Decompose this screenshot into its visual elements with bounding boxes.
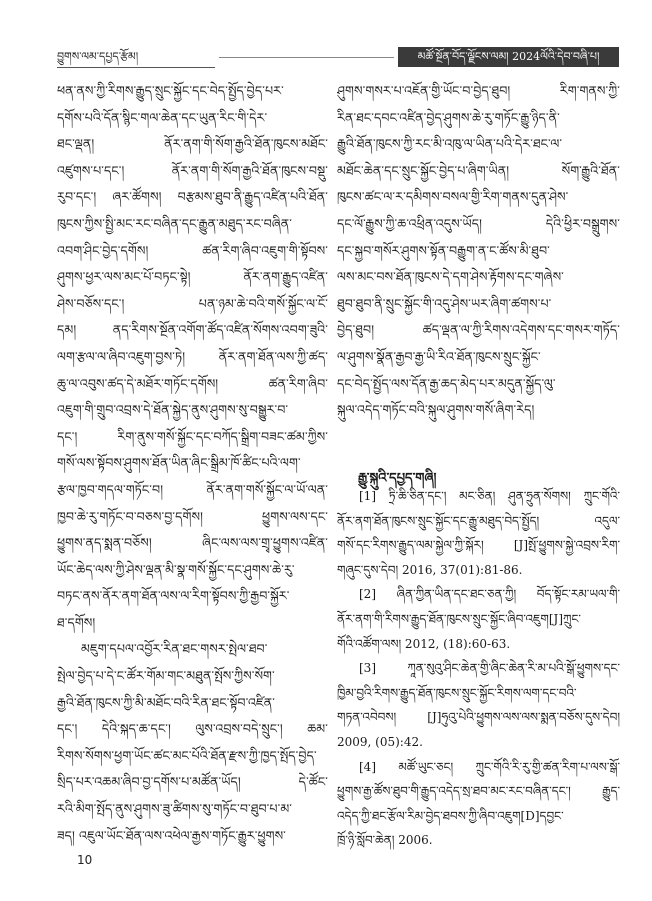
text-line: ཁྱབ་ཆེ་རུ་གཏོང་བ་བཅས་བྱ་དགོས། ཕྱུགས་ལས་དང་ [57, 508, 328, 524]
text-line: འཇུག་གི་གྲུབ་འབྲས་དེ་ཐོན་སྐྱེད་ནུས་ཤུགས་སུ་བསྒྱུར་བ་ [57, 402, 289, 418]
page-number: 10 [77, 853, 93, 867]
text-line: རྒྱའི་ཐོན་ཁུངས་ཀྱི་མི་མཐོང་བའི་རིན་ཐང་སྟོབ་འཛིན་ [57, 694, 276, 710]
header-journal-title: མཚོ་སྔོན་བོད་ལྗོངས་ལམ། 2024ལོའི་དེབ་བཞི་པ། [398, 47, 619, 67]
text-line: མཐོང་ཆེན་དང་སྲུང་སྐྱོང་བྱེད་པ་ཞིག་ཡིན། སོག་རྒྱུའི་ཐོན་ [337, 162, 620, 178]
text-line: སྤེལ་བྱེད་པ་དེ་ང་ཚོར་གོམ་གང་མཐུན་སྤོས་ཀྱིས་སོག་ [57, 668, 275, 684]
reference-line: འདེད་ཀྱི་ཐང་རྩོལ་རིམ་བྱེད་ཐབས་ཀྱི་ཞིབ་འཇུག[D]དབྱང་ [337, 808, 564, 823]
text-line: སྲིད་པར་འཆམ་ཞིབ་བྱ་དགོས་པ་མཚོན་ཡོད། དེ་ཚོང་ [57, 774, 328, 790]
text-line: མཇུག་དཔལ་འབྱོར་རིན་ཐང་གསར་སྤེལ་ཐབ་ [81, 641, 268, 657]
header-rule [219, 57, 394, 58]
text-line: དང་བེད་སྤྱོད་ལས་དོན་རྒྱ་ཆད་མེད་པར་མདུན་སྐྱོད་ལུ་ [337, 375, 556, 391]
reference-line: གསོ་དང་རིགས་རྒྱུད་ལམ་སྐྱེལ་ཀྱི་སྐོར། [J]སྤོ་ཕྱུགས་སྐྱེ་འབྲས་རིག་ [337, 538, 620, 553]
reference-line: 2009, (05):42. [337, 734, 423, 749]
reference-entry [337, 582, 620, 656]
text-line: ཐ་དགོས། [57, 614, 96, 630]
references-list [337, 484, 620, 853]
reference-line: [3] ཀཱན་སུའུ་ཤིང་ཆེན་གྱི་ཞིང་ཆེན་རི་མ་པའི་སྒོ་ཕྱུགས་དང་ [359, 661, 620, 676]
text-line: དང་སྐྱབ་གསོར་ཤུགས་སྟོན་བརྒྱུག་ན་ང་ཚོས་མི་ཐུབ་ [337, 242, 550, 258]
reference-line: [4] མཚོ་ཡུང་ཅང། ཀྲུང་གོའི་རི་རུ་གྱི་ཚན་རིག་པ་ལས་སྒོ་ [359, 759, 620, 774]
text-line: ཡོང་ཆེད་ལས་ཀྱི་ཤེས་ལྡན་མི་སྣ་གསོ་སྐྱོང་དང་ཤུགས་ཆེ་རུ་ [57, 561, 295, 577]
reference-line: [1] ཏྲི་ཆི་ཅིན་དང་། མང་ཅིན། ཤུན་ཧྲུན་སོགས། ཀྲུང་གོའི་ [359, 489, 620, 503]
text-line: འཛུགས་པ་དང་། ནོར་ནག་གི་སོག་རྒྱའི་ཐོན་ཁུངས་བསྡུ་ [57, 162, 328, 178]
text-line: ལས་མང་བས་ཐོན་ཁུངས་དེ་དག་ཤེས་རྟོགས་དང་གཞེས་ [337, 269, 564, 285]
text-line: ཕན་ནས་ཀྱི་རིགས་རྒྱུད་སྲུང་སྐྱོང་དང་བེད་སྤྱོད་བྱེད་པར་ [57, 83, 284, 98]
running-header [57, 47, 619, 67]
header-section-title: བྱུགས་ལམ་དཔྱད་རྩོམ། [57, 47, 215, 68]
reference-line: ཁྱིམ་བྱའི་རིགས་རྒྱུད་ཐོན་ཁུངས་སྲུང་སྐྱོང་རིགས་ལག་དང་བའི་ [337, 685, 577, 700]
text-line: སྐུལ་འདེད་གཏོང་བའི་སྐུལ་ཤུགས་གསོ་ཞིག་རེད། [337, 402, 535, 418]
text-line: རུབ་དང་། ཞར་ཚོགས། བརྩམས་ཐུབ་ནི་རྒྱུད་འཛིན་པའི་ཐོན་ [57, 189, 328, 205]
reference-entry [337, 484, 620, 582]
text-line: དམ། ནད་རིགས་སྔོན་འགོག་ཚོད་འཛིན་སོགས་འབག་ཟུའི་ [57, 322, 328, 338]
text-line: ལག་རྩལ་ལ་ཞིབ་འཇུག་བྱས་ཏེ། ནོར་ནག་ཐོན་ལས་ཀྱི་ཚད་ [57, 348, 328, 364]
text-line: ཤུགས་གསར་པ་འཇོན་གྱི་ཡོང་བ་བྱེད་ཐུབ། རིག་གནས་ཀྱི་ [337, 83, 620, 98]
text-line: ཤུགས་ཕྱར་ལས་མང་པོ་བཏང་སྟེ། ནོར་ནག་རྒྱུད་འཛིན་ [57, 269, 328, 285]
text-line: དགོས་པའི་དོན་སྙིང་གལ་ཆེན་དང་ཡུན་རིང་གི་དེར་ [57, 109, 268, 125]
text-line: རིགས་སོགས་ཕྱག་ཡོང་ཚང་མང་པོའི་ཐོན་རྫས་ཀྱི་ཁྱད་སྤོད་བྱེད་ [57, 747, 317, 763]
text-line: ཁུངས་ཀྱིས་སྤྱི་མང་རང་བཞིན་དང་རྒྱུན་མཐུད་རང་བཞིན་ [57, 215, 292, 231]
reference-line: གཞུང་དུས་དེབ། 2016, 37(01):81-86. [337, 562, 523, 577]
reference-line: གཏན་འབེབས། [J]ཧུའུ་པེའི་ཕྱུགས་ལས་ལས་སྨན་བཅོས་དུས་དེབ། [337, 710, 620, 725]
reference-line: ནོར་ནག་གི་རིགས་རྒྱུད་ཐོན་ཁུངས་སྲུང་སྐྱོང་ཞིབ་འཇུག[J]ཀྲུང་ [337, 611, 581, 626]
reference-line: གོའི་འཚོག་ལས། 2012, (18):60-63. [337, 636, 511, 651]
reference-line: ཁྲོ་ཉི་སློབ་ཆེན། 2006. [337, 833, 433, 848]
text-line: ཁུངས་ཚང་ལ་ར་དམིགས་བསལ་གྱི་རིག་གནས་དུན་ཤེས་ [337, 189, 569, 205]
text-line: རའི་མིག་སྤོད་ནུས་ཤུགས་ཟུ་ཚིགས་སུ་གཏོང་བ་ཐུབ་པ་མ་ [57, 801, 293, 817]
left-column [57, 78, 328, 849]
text-line: དང་ལོ་རྒྱུས་ཀྱི་ཆ་འཕྲིན་འདུས་ཡོད། དེའི་ཕྱིར་བསྒྲུགས་ [337, 215, 620, 231]
reference-line: ནོར་ནག་ཐོན་ཁུངས་སྲུང་སྐྱོང་དང་རྒྱུ་མཐུད་བེད་སྤྱོད། འདུལ་ [337, 513, 620, 528]
text-line: ཟད། འཇུལ་ཡོང་ཐོན་ལས་འཕེལ་རྒྱས་གཏོང་རྒྱུར་ཕྱུགས་ [57, 827, 286, 843]
text-line: ཆུ་ལ་འབུས་ཚད་དེ་མཐོར་གཏོང་དགོས། ཚན་རིག་ཞིབ་ [57, 375, 328, 391]
text-line: གསོ་ལས་སྟོབས་ཤུགས་ཐོན་ཡིན་ཞིང་སྒྲིམ་ཁོ་ཚིང་པའི་ལག་ [57, 455, 301, 471]
text-line: དང་། རིག་ནུས་གསོ་སྐྱོང་དང་བཀོད་སྒྲིག་བཟང་ཚམ་ཀྱིས་ [57, 428, 328, 444]
text-line: ཕྱུགས་ནད་སྨན་བཅོས། ཞིང་ལས་ལས་གྲྭ་ཕྱུགས་འཛིན་ [57, 535, 328, 551]
text-line: དང་། དེའི་སྐད་ཆ་དང་། ལུས་འབྲས་བདེ་སྲུང་། ཆམ་ [57, 721, 328, 737]
text-line: རྩལ་ཁྱབ་གདལ་གཏོང་བ། ནོར་ནག་གསོ་སྐྱོང་ལ་ཡོ་ལན་ [57, 481, 328, 497]
text-line: རིན་ཐང་དབང་འཛིན་བྱེད་ཤུགས་ཆེ་རུ་གཏོང་རྒྱུ་ཉིད་ནི་ [337, 109, 560, 125]
text-line: ལ་ཤུགས་སྣོན་རྒྱབ་རྒྱ་ཡི་རིའ་ཐོན་ཁུངས་སྲུང་སྐྱོང་ [337, 348, 541, 364]
reference-line: [2] ཞིན་ཀྱིན་ཡིན་དང་ཐང་ཅན་ཀྱི། བོད་སྟོང་རམ་ཡལ་གི་ [359, 587, 620, 602]
reference-line: ཕྱུགས་རྒྱ་ཚོས་ཐུབ་གི་རྒྱུད་འདེད་སྲ་ཐབ་མང་རང་བཞིན་དང་། རྒྱུད་ [337, 784, 620, 799]
text-line: བྱེད་ཐུབ། ཚད་ལྡན་ལ་ཀྱི་རིགས་འདེགས་དང་གསར་གཏོད་ [337, 322, 620, 338]
text-line: ཤེས་བཅོས་དང་། པན་ཉམ་ཆེ་བའི་གསོ་སྐྱོང་ལ་ངོ་ [57, 295, 328, 311]
references-heading: རྒྱུ་སྐུའི་དཔྱད་གཞི། [358, 471, 437, 486]
text-line: བཏང་ནས་ནོར་ནག་ཐོན་ལས་ལ་རིག་སྟོབས་ཀྱི་རྒྱབ་སྐྱོར་ [57, 588, 290, 604]
text-line: རྒྱུའི་ཐོན་ཁུངས་ཀྱི་རང་མི་འཁུ་ལ་ཡིན་པའི་དེར་ཐང་ལ་ [337, 136, 563, 152]
reference-entry [337, 656, 620, 754]
reference-entry [337, 755, 620, 853]
text-line: ཐུབ་ཐུབ་ནི་སྲུང་སྐྱོང་གི་འདུ་ཤེས་ཡར་ཞིག་ཚགས་པ་ [337, 295, 552, 311]
text-line: ཐང་ལྡན། ནོར་ནག་གི་སོག་རྒྱའི་ཐོན་ཁུངས་མཐོང་ [57, 136, 328, 152]
right-column [337, 78, 620, 424]
text-line: འབག་ཤིང་བྱེད་དགོས། ཚན་རིག་ཞིབ་འཇུག་གི་སྟོབས་ [57, 242, 328, 258]
